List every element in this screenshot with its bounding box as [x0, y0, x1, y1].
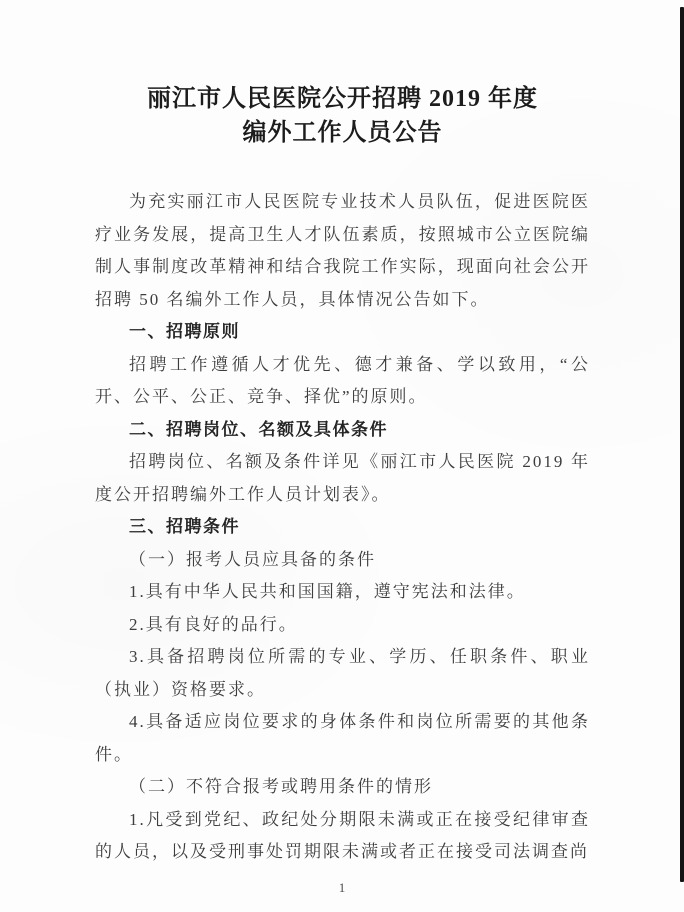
section-1-body: 招聘工作遵循人才优先、德才兼备、学以致用，“公开、公平、公正、竞争、择优”的原则。: [95, 354, 590, 406]
subsection-1-heading: （一）报考人员应具备的条件: [129, 549, 376, 569]
intro-paragraph: 为充实丽江市人民医院专业技术人员队伍，促进医院医疗业务发展，提高卫生人才队伍素质，按照城市公立医院编制人事制度改革精神和结合我院工作实际，现面向社会公开招聘 50 名编外工作人员，具体情况公告如下。: [95, 192, 590, 309]
page-number: 1: [338, 880, 346, 895]
document-title-line2: 编外工作人员公告: [242, 120, 443, 146]
subsection-2-heading: （二）不符合报考或聘用条件的情形: [129, 777, 433, 796]
section-3-heading: 三、招聘条件: [129, 517, 240, 536]
document-title: [95, 82, 590, 150]
section-1-heading: 一、招聘原则: [129, 322, 240, 341]
document-body: [95, 186, 590, 869]
condition-item-4: 4.具备适应岗位要求的身体条件和岗位所需要的其他条件。: [95, 712, 590, 764]
condition-item-3: 3.具备招聘岗位所需的专业、学历、任职条件、职业（执业）资格要求。: [95, 647, 590, 699]
condition-item-1: 1.具有中华人民共和国国籍，遵守宪法和法律。: [129, 582, 526, 601]
disqualification-item-1: 1.凡受到党纪、政纪处分期限未满或正在接受纪律审查的人员，以及受刑事处罚期限未满或者正在接受司法调查尚: [95, 809, 590, 861]
condition-item-2: 2.具有良好的品行。: [129, 614, 298, 634]
scan-edge-artifact: [680, 7, 684, 882]
section-2-body: 招聘岗位、名额及条件详见《丽江市人民医院 2019 年度公开招聘编外工作人员计划表》。: [95, 452, 590, 504]
section-2-heading: 二、招聘岗位、名额及具体条件: [129, 419, 388, 439]
document-title-line1: 丽江市人民医院公开招聘 2019 年度: [147, 86, 538, 112]
